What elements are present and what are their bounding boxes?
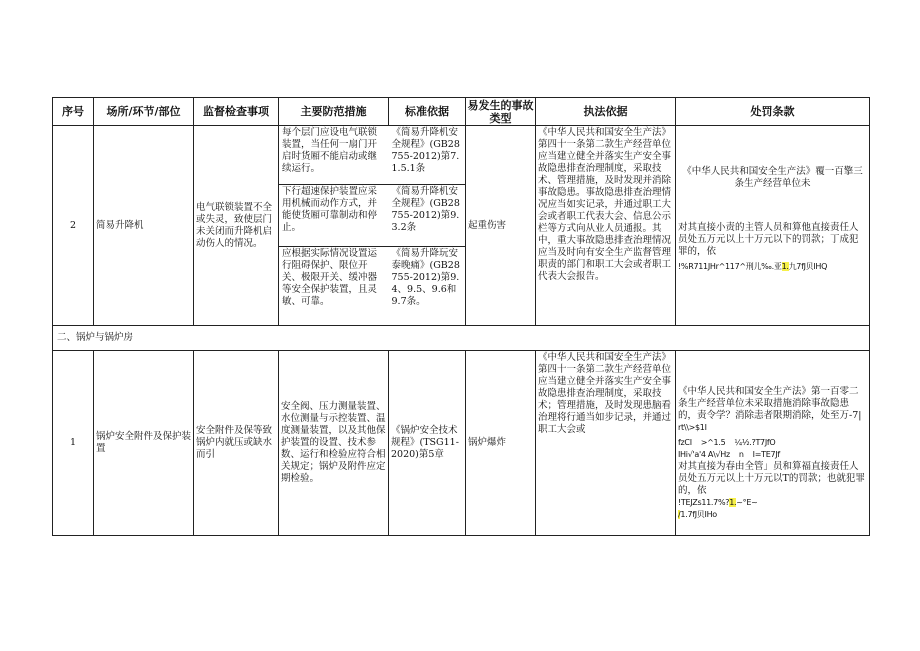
header-row [53, 98, 870, 126]
inspection-table [52, 97, 870, 536]
penalty-text-2: 对其直接为春由全管」员和算福直接责任人员处五万元以上十万元以T的罚款；也就犯罪的，依 [678, 461, 865, 496]
header-standard: 标准依据 [389, 98, 466, 126]
cell-accident: 锅炉爆炸 [466, 351, 536, 536]
penalty-text-1: 《中华人民共和国安全生产法》第一百零二条生产经营单位未采取措施消除事故隐患的，责令学？消除恚者限期消除，处至万-7| rt\\>$1I [678, 386, 862, 432]
table-row-lift [53, 126, 870, 326]
table-row-boiler [53, 351, 870, 536]
cell-place: 简易升降机 [94, 126, 194, 326]
measure-2: 下行超速保护装置应采用机械而动作方式，并能使货厢可靠制动和停止。 [279, 184, 389, 246]
cell-standard: 《锅炉安全技术规程》(TSG11-2020)第5章 [389, 351, 466, 536]
cell-measures [279, 126, 389, 326]
header-accident: 易发生的事故类型 [467, 98, 534, 125]
penalty-garbled-line: !%R711JHr^117^刑儿‰.亚1.九7fJ贝IHQ [678, 262, 828, 271]
cell-measures: 安全阀、压力测量装置、水位测量与示控装置、温度测量装置，以及其他保护装置的设置、技术参数、运行和检验应符合相关规定；锅炉及附件应定期检验。 [279, 351, 389, 536]
standard-1: 《简易升降机安全规程》(GB28755-2012)第7.1.5.1条 [391, 127, 460, 174]
standard-2: 《简易升降机安全规程》(GB28755-2012)第9.3.2条 [389, 184, 466, 246]
header-place: 场所/环节/部位 [94, 98, 194, 126]
penalty-text-2: 对其直接小责的主管人员和算他直接责任人员处五万元以上十万元以下的罚款；丁成犯罪的，依 [678, 222, 859, 257]
penalty-garbled-line-1: fzCI >^1.5 ¼½.?T7JfO [678, 438, 776, 447]
penalty-garbled-line-4: /1.7fJ贝IHo [678, 510, 717, 519]
cell-item: 电气联锁装置不全或失灵，致使层门未关闭而升降机启动伤人的情况。 [194, 126, 279, 326]
penalty-garbled-line-2: IHi√'a'4 A\√Hz n I=TE7Jf [678, 450, 780, 459]
cell-seq: 1 [53, 351, 94, 536]
penalty-text-1: 《中华人民共和国安全生产法》覆一百擎三条生产经营单位未 [682, 166, 863, 189]
header-seq: 序号 [53, 98, 94, 126]
cell-item: 安全附件及保等致锅炉内就压或缺水而引 [194, 351, 279, 536]
cell-standards [389, 126, 466, 326]
cell-accident: 起重伤害 [466, 126, 536, 326]
header-penalty: 处罚条款 [676, 98, 870, 126]
section-row [53, 326, 870, 351]
header-measures: 主要防范措施 [279, 98, 389, 126]
header-law: 执法依据 [536, 98, 676, 126]
cell-law: 《中华人民共和国安全生产法》第四十一条第二款生产经营单位应当建立健全并落实生产安全事故隐患排查治理制度，采取技术、管理措施，及时发现并消除事故隐患。事故隐患排查治理情况应当如实记录，并通过职工大会或者职工代表大会、信息公示栏等方式向从业人员通报。其中，重大事故隐患排查治理情况应当及时向有安全生产监督管理职责的部门和职工大会或者职工代表大会报告。 [536, 126, 676, 326]
cell-penalty [676, 351, 870, 536]
cell-place: 锅炉安全附件及保护装置 [94, 351, 194, 536]
measure-3: 应根据实际情况设置运行阻碍保护、限位开关、极限开关、缓冲器等安全保护装置，且灵敏、可靠。 [279, 246, 389, 324]
cell-law: 《中华人民共和国安全生产法》第四十一条第二款生产经营单位应当建立健全并落实生产安全事故隐患排查治理制度，采取技术；管理措施，及时发现患脑看治理将行通当如步记录，并通过职工大会或 [536, 351, 676, 536]
section-title: 二、锅炉与锅炉房 [53, 326, 870, 351]
cell-penalty [676, 126, 870, 326]
header-item: 监督检查事项 [194, 98, 279, 126]
standard-3: 《简易升降玩安泰晚痛》(GB28755-2012)第9.4、9.5、9.6和9.7条。 [389, 246, 466, 324]
cell-seq: 2 [53, 126, 94, 326]
measure-1: 每个层门应设电气联锁装置，当任何一扇门开启时货厢不能启动或继续运行。 [282, 127, 378, 174]
penalty-garbled-line-3: !TEJZs11.7%?1.~°E~ [678, 498, 758, 507]
